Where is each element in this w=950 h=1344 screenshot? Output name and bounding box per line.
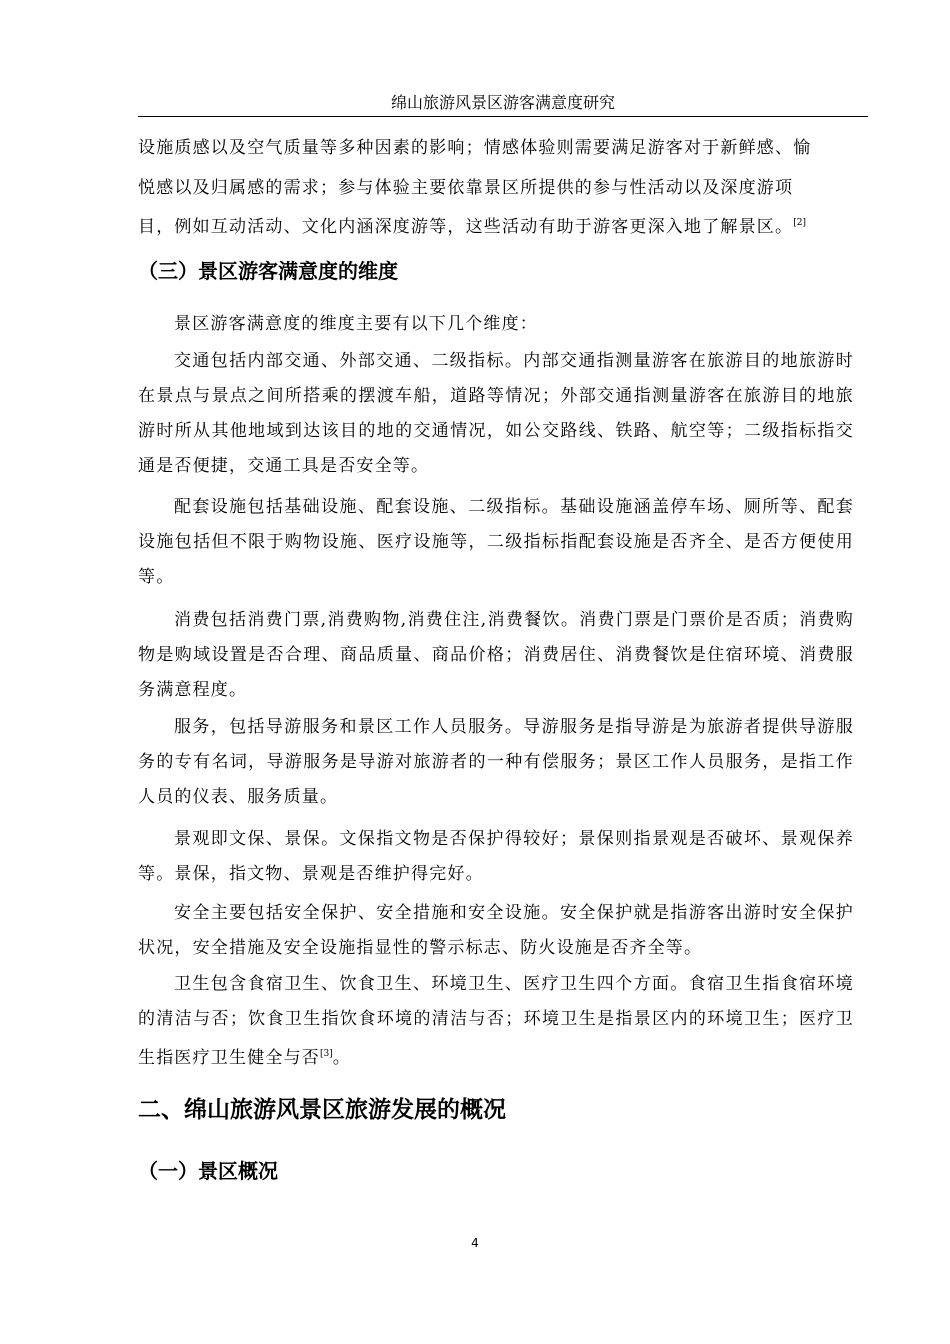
citation-3: [3] — [320, 1049, 333, 1059]
intro-line-2: 悦感以及归属感的需求；参与体验主要依靠景区所提供的参与性活动以及深度游项 — [138, 178, 794, 198]
chapter-heading-overview: 二、绵山旅游风景区旅游发展的概况 — [138, 1097, 506, 1123]
paragraph-lead: 景区游客满意度的维度主要有以下几个维度： — [174, 314, 538, 334]
intro-line-3-text: 目，例如互动活动、文化内涵深度游等，这些活动有助于游客更深入地了解景区。 — [138, 217, 794, 237]
paragraph-consume: 消费包括消费门票,消费购物,消费住注,消费餐饮。消费门票是门票价是否质；消费购物是购域设置是否合理、商品质量、商品价格；消费居住、消费餐饮是住宿环境、消费服务满意程度。 — [138, 610, 854, 700]
paragraph-hygiene-text: 卫生包含食宿卫生、饮食卫生、环境卫生、医疗卫生四个方面。食宿卫生指食宿环境的清洁与否；饮食卫生指饮食环境的清洁与否；环境卫生是指景区内的环境卫生；医疗卫生指医疗卫生健全与否 — [138, 974, 854, 1068]
paragraph-safety: 安全主要包括安全保护、安全措施和安全设施。安全保护就是指游客出游时安全保护状况，安全措施及安全设施指显性的警示标志、防火设施是否齐全等。 — [138, 903, 854, 958]
paragraph-service: 服务，包括导游服务和景区工作人员服务。导游服务是指导游是为旅游者提供导游服务的专有名词，导游服务是导游对旅游者的一种有偿服务；景区工作人员服务，是指工作人员的仪表、服务质量。 — [138, 717, 854, 807]
paragraph-hygiene-end: 。 — [332, 1048, 351, 1068]
paragraph-hygiene — [138, 967, 854, 1076]
page-number: 4 — [471, 1236, 479, 1250]
subsection-heading-scenic-overview: （一）景区概况 — [138, 1159, 278, 1183]
running-header: 绵山旅游风景区游客满意度研究 — [138, 90, 868, 117]
paragraph-landscape: 景观即文保、景保。文保指文物是否保护得较好；景保则指景观是否破坏、景观保养等。景保，指文物、景观是否维护得完好。 — [138, 829, 854, 884]
citation-2: [2] — [793, 218, 806, 228]
paragraph-transport: 交通包括内部交通、外部交通、二级指标。内部交通指测量游客在旅游目的地旅游时在景点与景点之间所搭乘的摆渡车船，道路等情况；外部交通指测量游客在旅游目的地旅游时所从其他地域到达该目的地的交通情况，如公交路线、铁路、航空等；二级指标指交通是否便捷，交通工具是否安全等。 — [138, 351, 854, 476]
intro-line-3 — [138, 206, 806, 245]
section-heading-dimensions: （三）景区游客满意度的维度 — [138, 259, 398, 283]
paragraph-facility: 配套设施包括基础设施、配套设施、二级指标。基础设施涵盖停车场、厕所等、配套设施包括但不限于购物设施、医疗设施等，二级指标指配套设施是否齐全、是否方便使用等。 — [138, 497, 854, 587]
intro-line-1: 设施质感以及空气质量等多种因素的影响；情感体验则需要满足游客对于新鲜感、愉 — [138, 138, 812, 158]
